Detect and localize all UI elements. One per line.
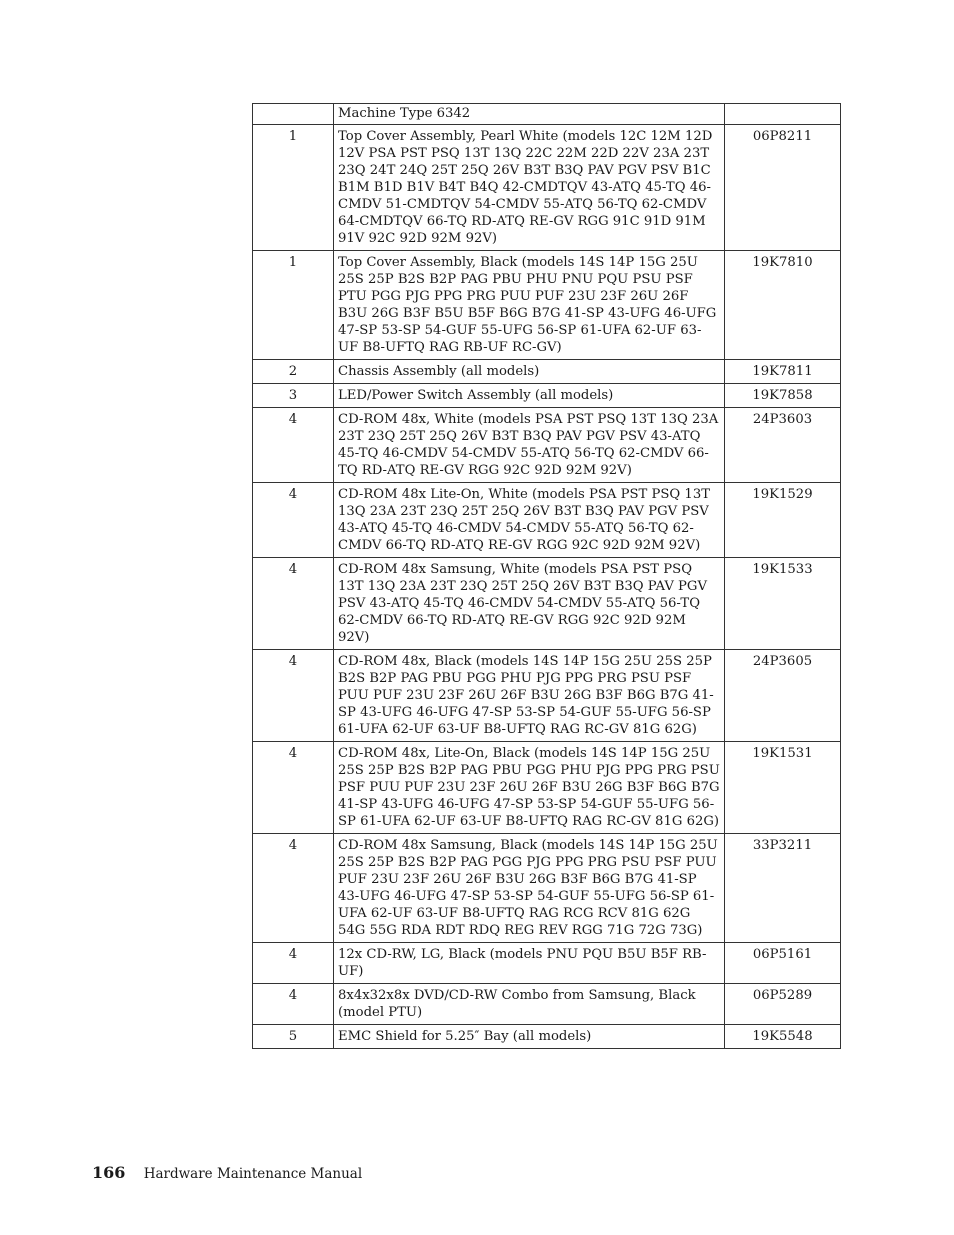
table-row [253,483,841,558]
part-number-cell: 19K1531 [725,742,841,834]
index-cell: 1 [253,125,334,251]
table-row [253,650,841,742]
manual-title: Hardware Maintenance Manual [143,1166,363,1182]
part-number-cell: 24P3605 [725,650,841,742]
index-cell: 4 [253,558,334,650]
description-cell: 12x CD-RW, LG, Black (models PNU PQU B5U B5F RB-UF) [334,943,725,984]
description-cell: LED/Power Switch Assembly (all models) [334,384,725,408]
header-machine-type: Machine Type 6342 [334,104,725,125]
header-part-cell [725,104,841,125]
index-cell: 4 [253,742,334,834]
table-row [253,360,841,384]
page-number: 166 [92,1163,126,1182]
index-cell: 1 [253,251,334,360]
table-row [253,558,841,650]
part-number-cell: 19K7810 [725,251,841,360]
table-row [253,742,841,834]
index-cell: 4 [253,834,334,943]
index-cell: 4 [253,408,334,483]
table-row [253,384,841,408]
part-number-cell: 19K5548 [725,1025,841,1049]
description-cell: CD-ROM 48x Samsung, Black (models 14S 14P 15G 25U 25S 25P B2S B2P PAG PGG PJG PPG PRG PSU PSF PUU PUF 23U 23F 26U 26F B3U 26G B3F B6G B7G 41-SP 43-UFG 46-UFG 47-SP 53-SP 54-GUF 55-UFG 56-SP 61-UFA 62-UF 63-UF B8-UFTQ RAG RCG RCV 81G 62G 54G 55G RDA RDT RDQ REG REV RGG 71G 72G 73G) [334,834,725,943]
table-row [253,1025,841,1049]
part-number-cell: 06P5161 [725,943,841,984]
table-row [253,984,841,1025]
description-cell: CD-ROM 48x, White (models PSA PST PSQ 13T 13Q 23A 23T 23Q 25T 25Q 26V B3T B3Q PAV PGV PSV 43-ATQ 45-TQ 46-CMDV 54-CMDV 55-ATQ 56-TQ 62-CMDV 66-TQ RD-ATQ RE-GV RGG 92C 92D 92M 92V) [334,408,725,483]
part-number-cell: 19K1533 [725,558,841,650]
table-row [253,408,841,483]
table-row [253,943,841,984]
description-cell: CD-ROM 48x Lite-On, White (models PSA PST PSQ 13T 13Q 23A 23T 23Q 25T 25Q 26V B3T B3Q PAV PGV PSV 43-ATQ 45-TQ 46-CMDV 54-CMDV 55-ATQ 56-TQ 62-CMDV 66-TQ RD-ATQ RE-GV RGG 92C 92D 92M 92V) [334,483,725,558]
index-cell: 5 [253,1025,334,1049]
header-index-cell [253,104,334,125]
index-cell: 4 [253,943,334,984]
description-cell: EMC Shield for 5.25″ Bay (all models) [334,1025,725,1049]
table-row [253,251,841,360]
description-cell: CD-ROM 48x, Black (models 14S 14P 15G 25U 25S 25P B2S B2P PAG PBU PGG PHU PJG PPG PRG PSU PSF PUU PUF 23U 23F 26U 26F B3U 26G B3F B6G B7G 41-SP 43-UFG 46-UFG 47-SP 53-SP 54-GUF 55-UFG 56-SP 61-UFA 62-UF 63-UF B8-UFTQ RAG RC-GV 81G 62G) [334,650,725,742]
part-number-cell: 33P3211 [725,834,841,943]
index-cell: 4 [253,984,334,1025]
index-cell: 4 [253,483,334,558]
table-header-row [253,104,841,125]
part-number-cell: 06P5289 [725,984,841,1025]
description-cell: CD-ROM 48x, Lite-On, Black (models 14S 14P 15G 25U 25S 25P B2S B2P PAG PBU PGG PHU PJG PPG PRG PSU PSF PUU PUF 23U 23F 26U 26F B3U 26G B3F B6G B7G 41-SP 43-UFG 46-UFG 47-SP 53-SP 54-GUF 55-UFG 56-SP 61-UFA 62-UF 63-UF B8-UFTQ RAG RC-GV 81G 62G) [334,742,725,834]
part-number-cell: 06P8211 [725,125,841,251]
description-cell: 8x4x32x8x DVD/CD-RW Combo from Samsung, Black (model PTU) [334,984,725,1025]
index-cell: 4 [253,650,334,742]
table-row [253,125,841,251]
part-number-cell: 19K7858 [725,384,841,408]
part-number-cell: 24P3603 [725,408,841,483]
page-footer [92,1163,362,1182]
parts-table [252,103,841,1049]
table-row [253,834,841,943]
index-cell: 2 [253,360,334,384]
description-cell: Top Cover Assembly, Pearl White (models 12C 12M 12D 12V PSA PST PSQ 13T 13Q 22C 22M 22D 22V 23A 23T 23Q 24T 24Q 25T 25Q 26V B3T B3Q PAV PGV PSV B1C B1M B1D B1V B4T B4Q 42-CMDTQV 43-ATQ 45-TQ 46-CMDV 51-CMDTQV 54-CMDV 55-ATQ 56-TQ 62-CMDV 64-CMDTQV 66-TQ RD-ATQ RE-GV RGG 91C 91D 91M 91V 92C 92D 92M 92V) [334,125,725,251]
description-cell: Top Cover Assembly, Black (models 14S 14P 15G 25U 25S 25P B2S B2P PAG PBU PHU PNU PQU PSU PSF PTU PGG PJG PPG PRG PUU PUF 23U 23F 26U 26F B3U 26G B3F B5U B5F B6G B7G 41-SP 43-UFG 46-UFG 47-SP 53-SP 54-GUF 55-UFG 56-SP 61-UFA 62-UF 63-UF B8-UFTQ RAG RB-UF RC-GV) [334,251,725,360]
part-number-cell: 19K7811 [725,360,841,384]
table-body [253,125,841,1049]
index-cell: 3 [253,384,334,408]
part-number-cell: 19K1529 [725,483,841,558]
description-cell: CD-ROM 48x Samsung, White (models PSA PST PSQ 13T 13Q 23A 23T 23Q 25T 25Q 26V B3T B3Q PAV PGV PSV 43-ATQ 45-TQ 46-CMDV 54-CMDV 55-ATQ 56-TQ 62-CMDV 66-TQ RD-ATQ RE-GV RGG 92C 92D 92M 92V) [334,558,725,650]
description-cell: Chassis Assembly (all models) [334,360,725,384]
